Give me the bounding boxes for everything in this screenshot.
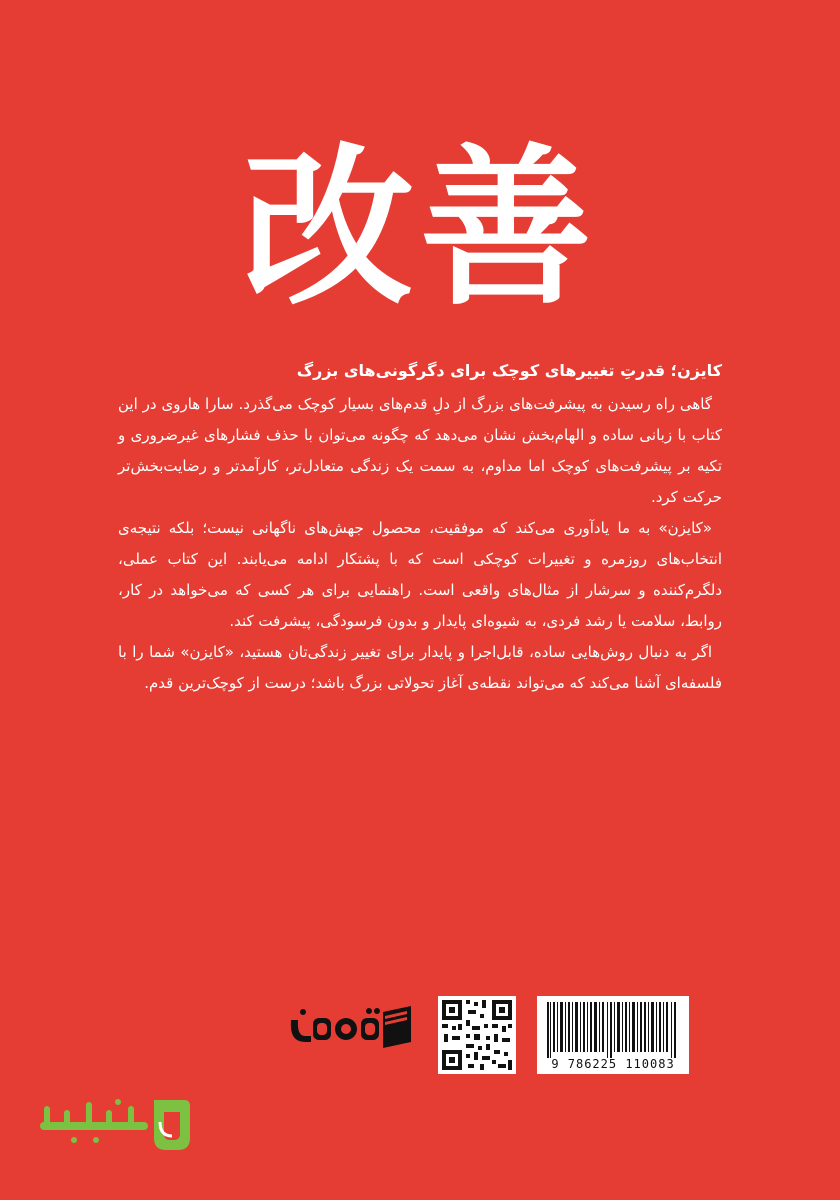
barcode-bars <box>537 1000 689 1062</box>
isbn-digits: 9 786225 110083 <box>551 1057 675 1071</box>
qr-code <box>438 996 516 1074</box>
blurb-paragraph-3: اگر به دنبال روش‌هایی ساده، قابل‌اجرا و پایدار برای تغییر زندگی‌تان هستید، «کایزن» شما را با فلسفه‌ای آشنا می‌کند که می‌تواند نقطه‌ی آغاز تحولاتی بزرگ باشد؛ درست از کوچک‌ترین قدم. <box>118 643 722 692</box>
store-logo <box>34 1092 194 1156</box>
back-cover-text <box>118 357 722 699</box>
kanji-title: 改善 <box>242 126 598 329</box>
blurb-paragraph-2: «کایزن» به ما یادآوری می‌کند که موفقیت، محصول جهش‌های ناگهانی نیست؛ بلکه نتیجه‌ی انتخاب‌های روزمره و تغییرات کوچکی است که با پشتکار ادامه می‌یابند. این کتاب عملی، دلگرم‌کننده و سرشار از مثال‌های واقعی است. راهنمایی برای هر کسی که می‌خواهد در کار، روابط، سلامت یا رشد فردی، به شیوه‌ای پایدار و بدون فرسودگی، پیشرفت کند. <box>118 519 722 630</box>
blurb-paragraph-1: گاهی راه رسیدن به پیشرفت‌های بزرگ از دلِ قدم‌های بسیار کوچک می‌گذرد. سارا هاروی در این کتاب با زبانی ساده و الهام‌بخش نشان می‌دهد که چگونه می‌توان با حذف فشارهای غیرضروری و تکیه بر پیشرفت‌های کوچک اما مداوم، به سمت یک زندگی متعادل‌تر، کارآمدتر و رضایت‌بخش‌تر حرکت کرد. <box>118 395 722 506</box>
isbn-barcode <box>537 996 689 1074</box>
publisher-logo <box>285 1002 415 1050</box>
blurb-headline: کایزن؛ قدرتِ تغییرهای کوچک برای دگرگونی‌های بزرگ <box>296 361 722 380</box>
